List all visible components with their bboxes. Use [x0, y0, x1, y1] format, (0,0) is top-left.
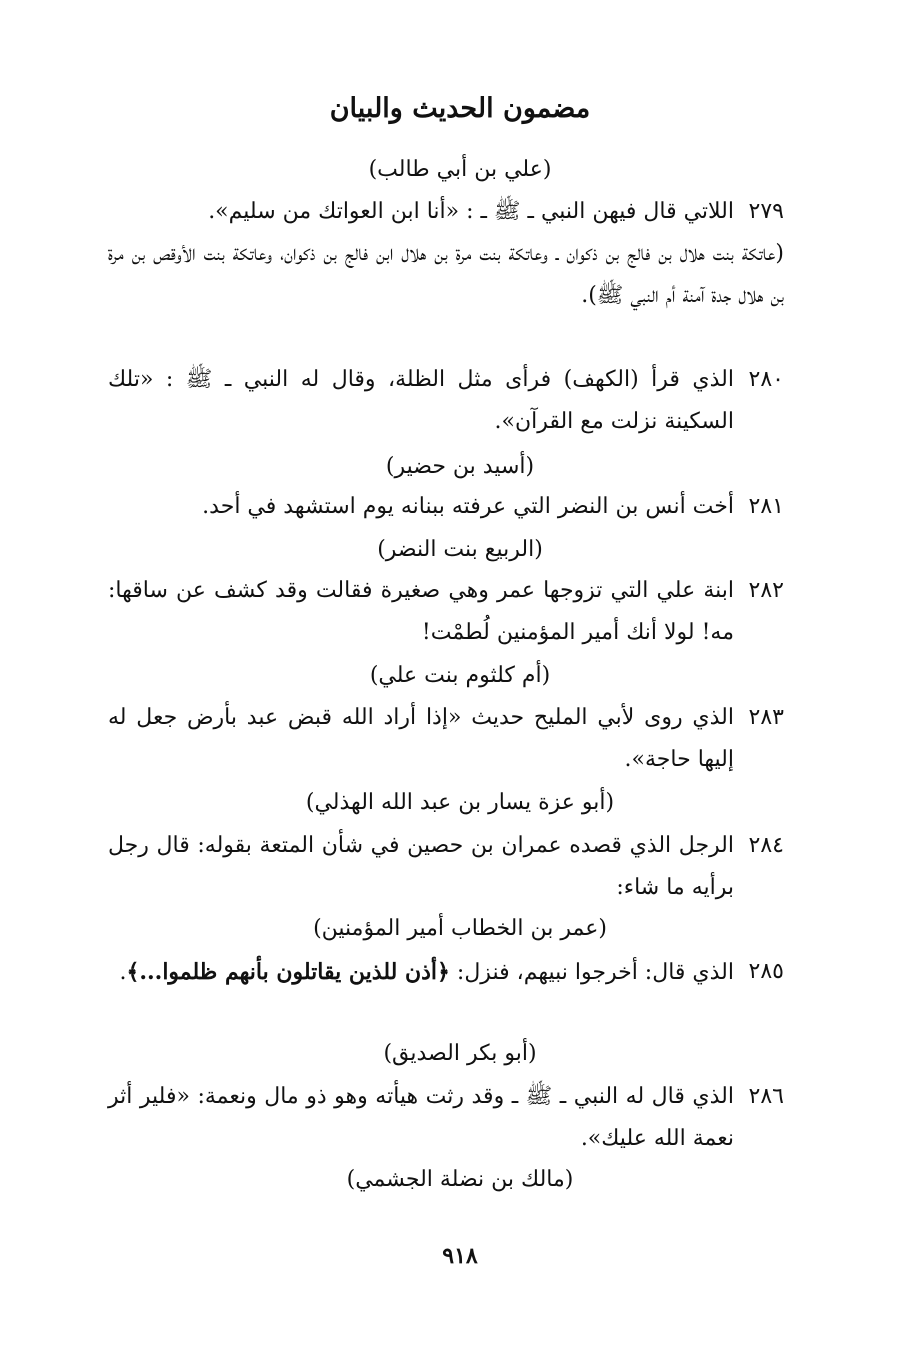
quran-verse: ﴿أذن للذين يقاتلون بأنهم ظلموا...﴾ [126, 959, 450, 985]
entry-286 [108, 1076, 784, 1160]
entry-279 [108, 191, 784, 317]
entry-number: ٢٨٠ [748, 367, 784, 392]
entry-text: اللاتي قال فيهن النبي ـ ﷺ ـ : «أنا ابن العواتك من سليم». [208, 199, 734, 224]
page-title: مضمون الحديث والبيان [329, 93, 591, 124]
page-number: ٩١٨ [442, 1243, 478, 1269]
entry-number: ٢٨٤ [748, 833, 784, 858]
entry-282 [108, 570, 784, 654]
answer-285: (أبو بكر الصديق) [383, 1041, 537, 1066]
answer-283: (أبو عزة يسار بن عبد الله الهذلي) [305, 790, 615, 815]
answer-282: (أم كلثوم بنت علي) [369, 663, 551, 688]
entry-text: الذي روى لأبي المليح حديث «إذا أراد الله قبض عبد بأرض جعل له إليها حاجة». [108, 705, 734, 772]
entry-number: ٢٨٣ [748, 705, 784, 730]
answer-284: (عمر بن الخطاب أمير المؤمنين) [313, 916, 607, 941]
entry-number: ٢٨٦ [748, 1084, 784, 1109]
entry-text [108, 951, 734, 994]
entry-number: ٢٨٢ [748, 578, 784, 603]
entry-text: ابنة علي التي تزوجها عمر وهي صغيرة فقالت وقد كشف عن ساقها: مه! لولا أنك أمير المؤمنين لُطمْت! [108, 578, 734, 645]
entry-number: ٢٨١ [748, 494, 784, 519]
entry-number: ٢٨٥ [748, 959, 784, 984]
entry-number: ٢٧٩ [748, 199, 784, 224]
entry-281 [108, 486, 784, 528]
entry-text: أخت أنس بن النضر التي عرفته ببنانه يوم استشهد في أحد. [202, 494, 734, 519]
entry-text: الرجل الذي قصده عمران بن حصين في شأن المتعة بقوله: قال رجل برأيه ما شاء: [108, 833, 734, 900]
entry-text-end: . [119, 960, 127, 985]
entry-284 [108, 825, 784, 909]
entry-283 [108, 697, 784, 781]
answer-286: (مالك بن نضلة الجشمي) [346, 1167, 574, 1192]
entry-text: الذي قال له النبي ـ ﷺ ـ وقد رثت هيأته وهو ذو مال ونعمة: «فلير أثر نعمة الله عليك». [108, 1084, 734, 1151]
answer-ali: (علي بن أبي طالب) [368, 157, 552, 182]
answer-280: (أسيد بن حضير) [385, 454, 535, 479]
entry-text: الذي قرأ (الكهف) فرأى مثل الظلة، وقال له النبي ـ ﷺ : «تلك السكينة نزلت مع القرآن». [108, 367, 734, 434]
entry-continuation: (عاتكة بنت هلال بن فالج بن ذكوان ـ وعاتكة بنت مرة بن هلال ابن فالج بن ذكوان، وعاتكة بنت الأوقص بن مرة بن هلال جدة آمنة أم النبي ﷺ). [108, 241, 784, 308]
entry-text-plain: الذي قال: أخرجوا نبيهم، فنزل: [449, 960, 734, 985]
entry-280 [108, 359, 784, 443]
entry-285 [108, 951, 784, 994]
answer-281: (الربيع بنت النضر) [377, 537, 543, 562]
